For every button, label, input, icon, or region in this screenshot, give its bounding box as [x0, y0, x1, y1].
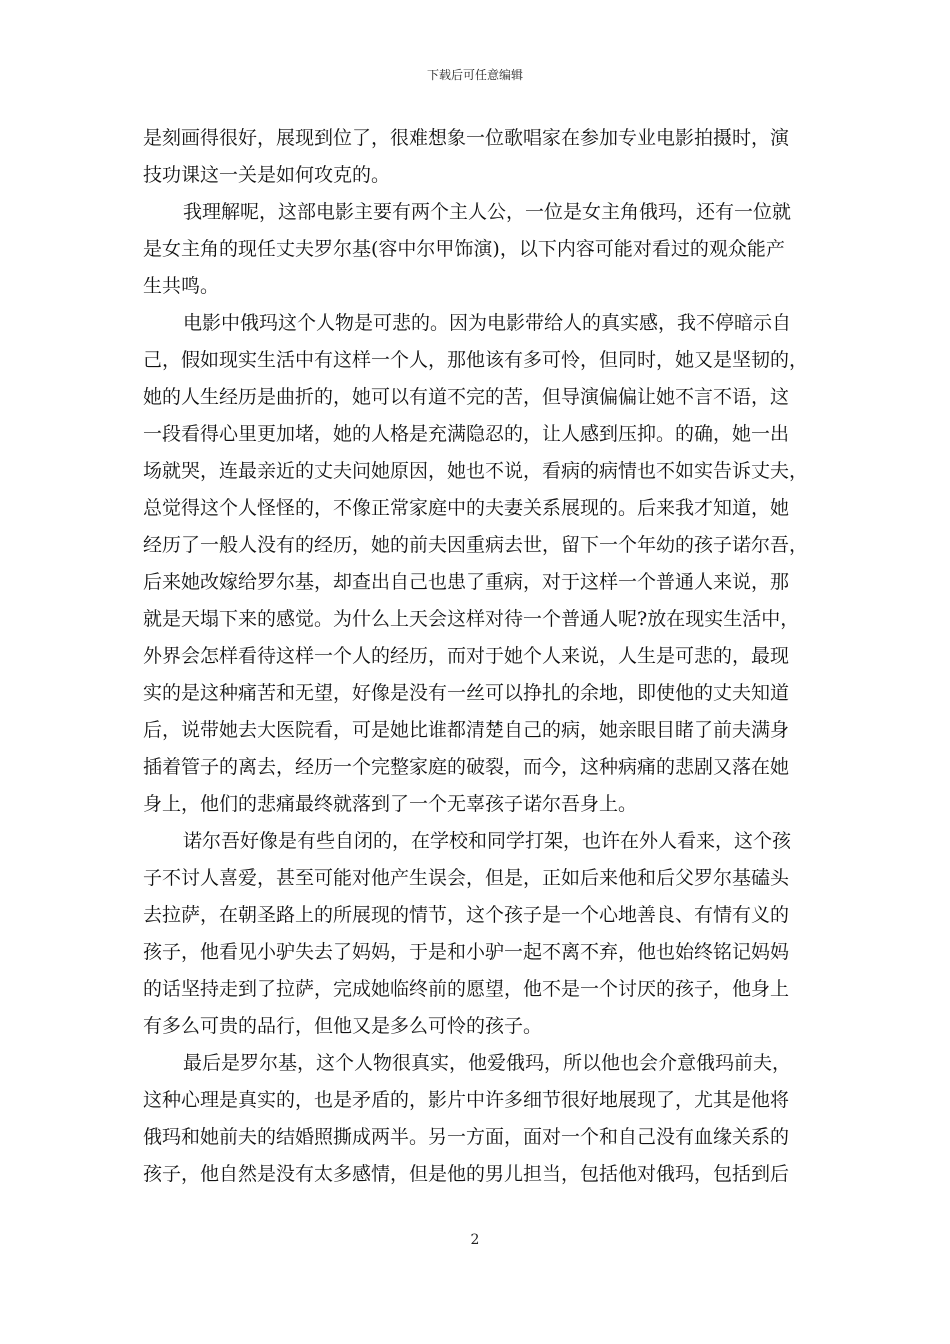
text-line: 场就哭，连最亲近的丈夫问她原因，她也不说，看病的病情也不如实告诉丈夫，	[143, 460, 808, 482]
text-line: 总觉得这个人怪怪的，不像正常家庭中的夫妻关系展现的。后来我才知道，她	[143, 497, 790, 519]
page-header: 下载后可任意编辑	[426, 68, 523, 82]
text-line: 诺尔吾好像是有些自闭的，在学校和同学打架，也许在外人看来，这个孩	[183, 830, 792, 852]
body-paragraph	[143, 823, 808, 1045]
text-line: 插着管子的离去，经历一个完整家庭的破裂，而今，这种病痛的悲剧又落在她	[143, 756, 790, 778]
text-line: 身上，他们的悲痛最终就落到了一个无辜孩子诺尔吾身上。	[143, 793, 638, 815]
text-line: 经历了一般人没有的经历，她的前夫因重病去世，留下一个年幼的孩子诺尔吾，	[143, 534, 808, 556]
text-line: 是刻画得很好，展现到位了，很难想象一位歌唱家在参加专业电影拍摄时，演	[143, 127, 790, 149]
text-line: 去拉萨，在朝圣路上的所展现的情节，这个孩子是一个心地善良、有情有义的	[143, 904, 790, 926]
text-line: 的话坚持走到了拉萨，完成她临终前的愿望，他不是一个讨厌的孩子，他身上	[143, 978, 790, 1000]
document-body	[143, 120, 808, 1193]
text-line: 电影中俄玛这个人物是可悲的。因为电影带给人的真实感，我不停暗示自	[183, 312, 792, 334]
text-line: 技功课这一关是如何攻克的。	[143, 164, 391, 186]
text-line: 这种心理是真实的，也是矛盾的，影片中许多细节很好地展现了，尤其是他将	[143, 1089, 790, 1111]
text-line: 外界会怎样看待这样一个人的经历，而对于她个人来说，人生是可悲的，最现	[143, 645, 790, 667]
text-line: 孩子，他自然是没有太多感情，但是他的男儿担当，包括他对俄玛，包括到后	[143, 1163, 790, 1185]
text-line: 有多么可贵的品行，但他又是多么可怜的孩子。	[143, 1015, 543, 1037]
text-line: 己，假如现实生活中有这样一个人，那他该有多可怜，但同时，她又是坚韧的，	[143, 349, 808, 371]
text-line: 一段看得心里更加堵，她的人格是充满隐忍的，让人感到压抑。的确，她一出	[143, 423, 790, 445]
text-line: 她的人生经历是曲折的，她可以有道不完的苦，但导演偏偏让她不言不语，这	[143, 386, 790, 408]
text-line: 我理解呢，这部电影主要有两个主人公，一位是女主角俄玛，还有一位就	[183, 201, 792, 223]
text-line: 子不讨人喜爱，甚至可能对他产生误会，但是，正如后来他和后父罗尔基磕头	[143, 867, 790, 889]
text-line: 俄玛和她前夫的结婚照撕成两半。另一方面，面对一个和自己没有血缘关系的	[143, 1126, 790, 1148]
text-line: 后来她改嫁给罗尔基，却查出自己也患了重病，对于这样一个普通人来说，那	[143, 571, 790, 593]
body-paragraph	[143, 120, 808, 194]
body-paragraph	[143, 305, 808, 823]
text-line: 就是天塌下来的感觉。为什么上天会这样对待一个普通人呢?放在现实生活中，	[143, 608, 800, 630]
text-line: 后，说带她去大医院看，可是她比谁都清楚自己的病，她亲眼目睹了前夫满身	[143, 719, 790, 741]
text-line: 是女主角的现任丈夫罗尔基(容中尔甲饰演)，以下内容可能对看过的观众能产	[143, 238, 785, 260]
text-line: 孩子，他看见小驴失去了妈妈，于是和小驴一起不离不弃，他也始终铭记妈妈	[143, 941, 790, 963]
text-line: 最后是罗尔基，这个人物很真实，他爱俄玛，所以他也会介意俄玛前夫，	[183, 1052, 792, 1074]
body-paragraph	[143, 1045, 808, 1193]
text-line: 实的是这种痛苦和无望，好像是没有一丝可以挣扎的余地，即使他的丈夫知道	[143, 682, 790, 704]
page-number: 2	[470, 1232, 480, 1248]
body-paragraph	[143, 194, 808, 305]
text-line: 生共鸣。	[143, 275, 220, 297]
